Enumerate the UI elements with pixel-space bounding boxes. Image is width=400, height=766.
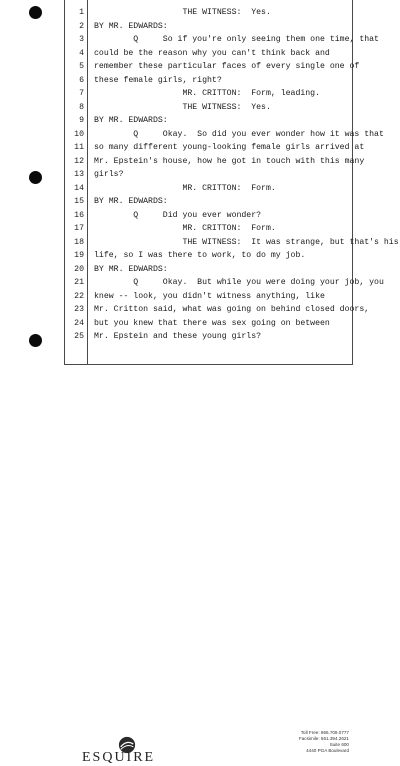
line-number: 11	[74, 143, 84, 152]
line-text: so many different young-looking female girls arrived at	[94, 143, 365, 152]
top-cutoff-fragment	[150, 0, 190, 1]
line-text: knew -- look, you didn't witness anything, like	[94, 291, 325, 301]
line-number: 14	[74, 183, 84, 193]
line-text: BY MR. EDWARDS:	[94, 197, 168, 206]
transcript-line	[0, 303, 400, 316]
line-text: could be the reason why you can't think back and	[94, 48, 330, 58]
transcript-line	[0, 74, 400, 87]
line-text: remember these particular faces of every single one of	[94, 62, 360, 71]
line-text: Mr. Epstein's house, how he got in touch with this many	[94, 156, 365, 166]
transcript-line	[0, 6, 400, 19]
line-number: 19	[74, 251, 84, 260]
line-number: 2	[79, 21, 84, 31]
line-text: Q Did you ever wonder?	[94, 210, 262, 220]
transcript-line	[0, 20, 400, 33]
line-number: 16	[74, 210, 84, 220]
line-text: Q So if you're only seeing them one time, that	[94, 35, 379, 44]
transcript-line	[0, 209, 400, 222]
line-text: Q Okay. So did you ever wonder how it was that	[94, 129, 384, 139]
transcript-line	[0, 128, 400, 141]
transcript-line	[0, 263, 400, 276]
line-number: 15	[74, 197, 84, 206]
line-number: 20	[74, 264, 84, 274]
transcript-line	[0, 141, 400, 154]
line-number: 23	[74, 305, 84, 314]
line-text: MR. CRITTON: Form, leading.	[94, 89, 321, 98]
contact-line: 4440 PGA Boulevard	[306, 748, 349, 753]
line-number: 7	[79, 89, 84, 98]
transcript-line	[0, 114, 400, 127]
transcript-line	[0, 33, 400, 46]
line-text: MR. CRITTON: Form.	[94, 224, 276, 233]
line-text: THE WITNESS: Yes.	[94, 8, 271, 17]
line-text: MR. CRITTON: Form.	[94, 183, 276, 193]
contact-info	[299, 730, 349, 754]
contact-line: Suite 600	[329, 742, 349, 747]
transcript-line	[0, 47, 400, 60]
line-text: BY MR. EDWARDS:	[94, 116, 168, 125]
line-text: life, so I was there to work, to do my job.	[94, 251, 306, 260]
transcript-line	[0, 101, 400, 114]
line-text: BY MR. EDWARDS:	[94, 264, 168, 274]
transcript-line	[0, 330, 400, 343]
line-text: BY MR. EDWARDS:	[94, 21, 168, 31]
line-number: 18	[74, 237, 84, 247]
transcript-line	[0, 222, 400, 235]
line-number: 8	[79, 102, 84, 112]
contact-line: Facsimile: 561.394.2621	[298, 736, 349, 741]
line-number: 12	[74, 156, 84, 166]
line-number: 21	[74, 278, 84, 287]
transcript-line	[0, 60, 400, 73]
contact-line: Toll Free: 866.709.0777	[300, 730, 349, 735]
line-number: 9	[79, 116, 84, 125]
line-number: 10	[74, 129, 84, 139]
esquire-logo-text: ESQUIRE	[82, 750, 156, 765]
line-text: these female girls, right?	[94, 75, 222, 85]
page-footer	[0, 364, 400, 765]
line-number: 5	[79, 62, 84, 71]
transcript-line	[0, 236, 400, 249]
line-number: 24	[74, 318, 84, 328]
line-text: THE WITNESS: It was strange, but that's his	[94, 237, 399, 247]
line-text: but you knew that there was sex going on between	[94, 318, 330, 328]
transcript-line	[0, 87, 400, 100]
line-text: Q Okay. But while you were doing your job, you	[94, 278, 384, 287]
line-number: 25	[74, 332, 84, 341]
transcript-line	[0, 182, 400, 195]
line-number: 17	[74, 224, 84, 233]
transcript-line	[0, 249, 400, 262]
line-number: 13	[74, 170, 84, 179]
line-text: girls?	[94, 170, 124, 179]
transcript-line	[0, 155, 400, 168]
line-number: 22	[74, 291, 84, 301]
line-number: 3	[79, 35, 84, 44]
transcript-line	[0, 290, 400, 303]
line-text: Mr. Epstein and these young girls?	[94, 332, 262, 341]
transcript-line	[0, 195, 400, 208]
line-text: THE WITNESS: Yes.	[94, 102, 271, 112]
line-number: 6	[79, 75, 84, 85]
line-text: Mr. Critton said, what was going on behind closed doors,	[94, 305, 370, 314]
line-number: 1	[79, 8, 84, 17]
transcript-line	[0, 317, 400, 330]
line-number: 4	[79, 48, 84, 58]
transcript-line	[0, 276, 400, 289]
transcript-line	[0, 168, 400, 181]
